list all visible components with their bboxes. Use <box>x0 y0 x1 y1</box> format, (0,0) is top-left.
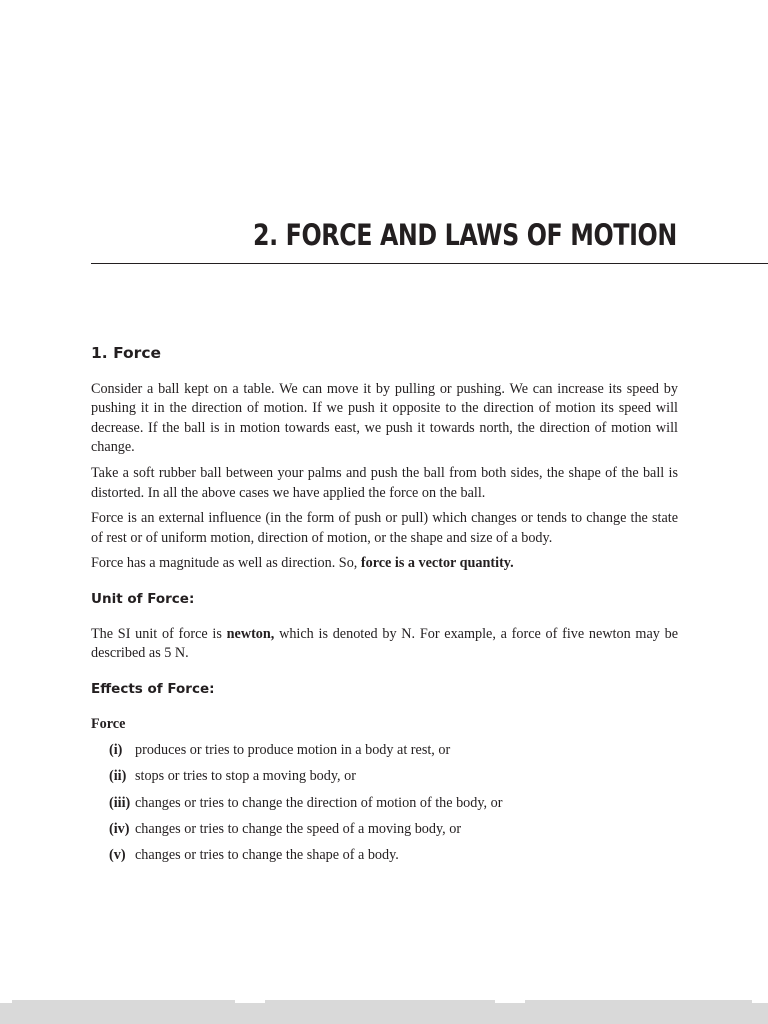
list-item-number: (v) <box>109 847 126 864</box>
chapter-title: 2. FORCE AND LAWS OF MOTION <box>253 218 677 252</box>
unit-emphasis: newton, <box>226 625 275 642</box>
list-item-text: changes or tries to change the direction of motion of the body, or <box>135 794 503 811</box>
list-item-number: (i) <box>109 741 123 758</box>
paragraph: Take a soft rubber ball between your palms and push the ball from both sides, the shape of the ball is distorted. In all the above cases we have applied the force on the ball. <box>91 464 678 501</box>
list-item-text: changes or tries to change the shape of a body. <box>135 847 399 864</box>
list-item <box>109 820 678 840</box>
paragraph: Force is an external influence (in the form of push or pull) which changes or tends to change the state of rest or of uniform motion, direction of motion, or the shape and size of a body. <box>91 510 678 546</box>
list-item-number: (iii) <box>109 794 131 811</box>
list-item-number: (iv) <box>109 821 130 838</box>
list-item <box>109 741 678 761</box>
list-item-text: stops or tries to stop a moving body, or <box>135 768 356 785</box>
bar-notch <box>0 1000 12 1003</box>
list-item-text: changes or tries to change the speed of a moving body, or <box>135 821 462 838</box>
effects-list <box>91 741 678 866</box>
title-divider <box>91 263 768 264</box>
effects-heading: Effects of Force: <box>91 680 215 697</box>
unit-text-prefix: The SI unit of force is <box>91 625 227 642</box>
unit-paragraph <box>91 625 678 664</box>
vector-paragraph <box>91 554 678 574</box>
bar-notch <box>752 1000 768 1003</box>
list-item-text: produces or tries to produce motion in a body at rest, or <box>135 741 451 758</box>
list-item <box>109 846 678 866</box>
unit-heading: Unit of Force: <box>91 590 195 607</box>
paragraph: Consider a ball kept on a table. We can move it by pulling or pushing. We can increase its speed by pushing it in the direction of motion. If we push it opposite to the direction of motion its speed will decrease. If the ball is in motion towards east, we push it towards north, the direction of motion will change. <box>91 380 678 456</box>
list-item <box>109 794 678 814</box>
effects-subheading: Force <box>91 716 126 733</box>
section-heading: 1. Force <box>91 344 162 362</box>
vector-emphasis: force is a vector quantity. <box>360 555 514 572</box>
page-content <box>91 344 678 873</box>
list-item-number: (ii) <box>109 768 127 785</box>
unit-text-suffix: which is denoted by N. For example, a force of five newton may be described as 5 N. <box>91 625 678 662</box>
bar-notch <box>495 1000 525 1003</box>
list-item <box>109 767 678 787</box>
vector-text: Force has a magnitude as well as direction. So, <box>91 555 361 572</box>
viewer-bottom-bar <box>0 1000 768 1024</box>
bar-notch <box>235 1000 265 1003</box>
